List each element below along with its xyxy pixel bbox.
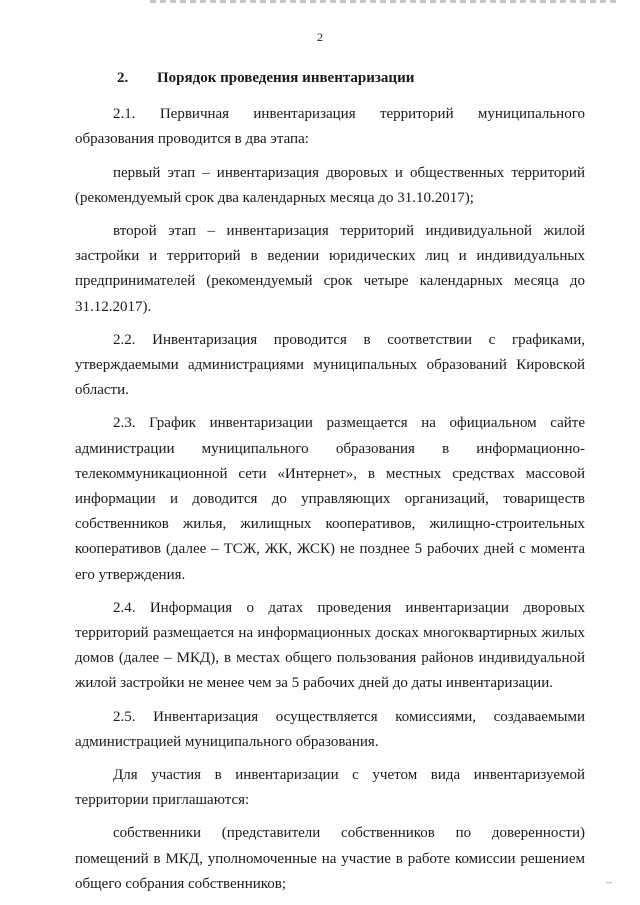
section-number: 2. — [117, 70, 129, 86]
section-heading — [75, 66, 585, 91]
paragraph-2-1: 2.1. Первичная инвентаризация территорий муниципального образования проводится в два этапа: — [75, 106, 585, 148]
section-title: Порядок проведения инвентаризации — [157, 70, 415, 86]
paragraph-stage-one: первый этап – инвентаризация дворовых и общественных территорий (рекомендуемый срок два календарных месяца до 31.10.2017); — [75, 164, 585, 206]
paragraph-stage-two: второй этап – инвентаризация территорий индивидуальной жилой застройки и территорий в ведении юридических лиц и индивидуальных предпринимателей (рекомендуемый срок четыре календарных месяца до 31.12.2017). — [75, 223, 585, 315]
paragraph-2-4: 2.4. Информация о датах проведения инвентаризации дворовых территорий размещается на информационных досках многоквартирных жилых домов (далее – МКД), в местах общего пользования районов индивидуальной жилой застройки не менее чем за 5 рабочих дней до даты инвентаризации. — [75, 599, 585, 692]
paragraph-owners: собственники (представители собственников по доверенности) помещений в МКД, уполномоченные на участие в работе комиссии решением общего собрания собственников; — [75, 825, 585, 892]
page-number: 2 — [317, 30, 323, 44]
paragraph-2-5: 2.5. Инвентаризация осуществляется комиссиями, создаваемыми администрацией муниципального образования. — [75, 708, 585, 750]
paragraph-participants: Для участия в инвентаризации с учетом вида инвентаризуемой территории приглашаются: — [75, 767, 585, 809]
corner-mark: -- — [606, 877, 612, 887]
paragraph-2-2: 2.2. Инвентаризация проводится в соответствии с графиками, утверждаемыми администрациями муниципальных образований Кировской области. — [75, 331, 585, 399]
paragraph-2-3: 2.3. График инвентаризации размещается на официальном сайте администрации муниципального образования в информационно-телекоммуникационной сети «Интернет», в местных средствах массовой информации и доводится до управляющих организаций, товариществ собственников жилья, жилищных кооперативов, жилищно-строительных кооперативов (далее – ТСЖ, ЖК, ЖСК) не позднее 5 рабочих дней с момента его утверждения. — [75, 415, 585, 583]
document-body — [75, 66, 585, 905]
scan-edge-artifact — [150, 0, 620, 3]
